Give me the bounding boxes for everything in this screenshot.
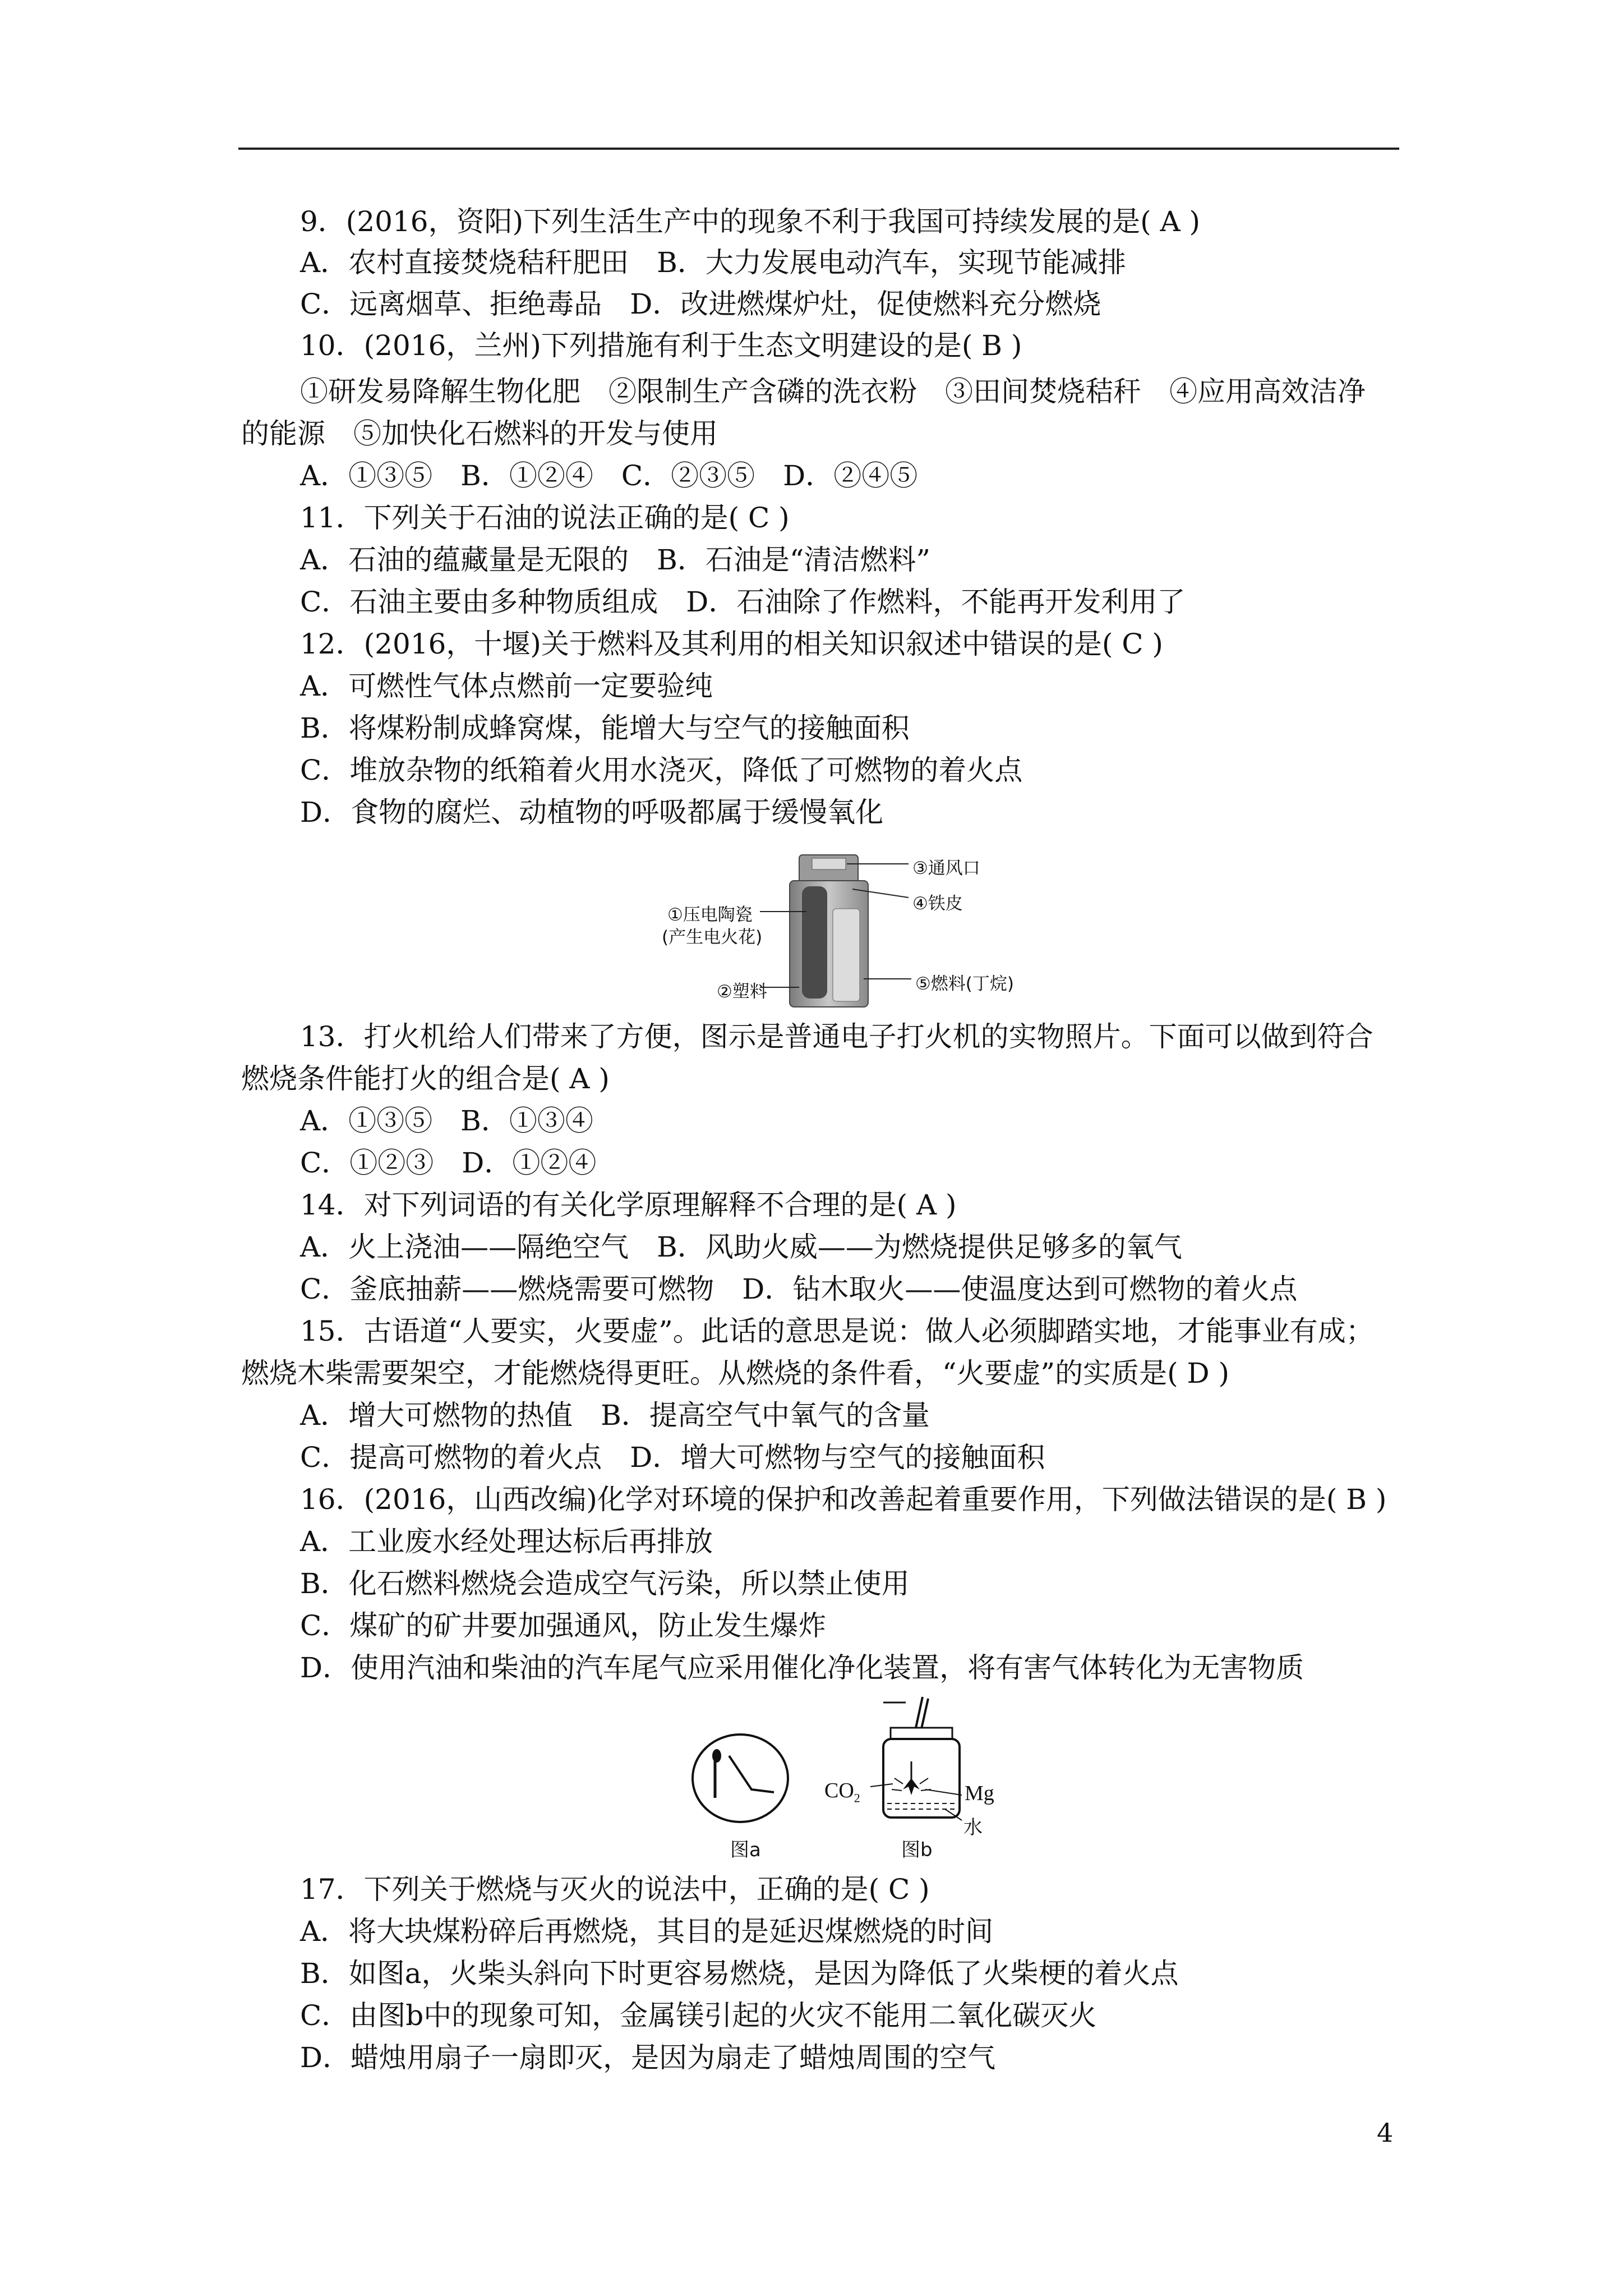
q14-stem: 14．对下列词语的有关化学原理解释不合理的是( A ) xyxy=(300,1189,957,1221)
caption-a: 图a xyxy=(730,1839,761,1861)
mg-label: Mg xyxy=(965,1782,994,1805)
label-fuel: ⑤燃料(丁烷) xyxy=(915,974,1014,994)
q16-option-c: C．煤矿的矿井要加强通风，防止发生爆炸 xyxy=(300,1609,827,1642)
q9-options-ab: A．农村直接焚烧秸秆肥田 B．大力发展电动汽车，实现节能减排 xyxy=(300,246,1126,279)
q17-option-a: A．将大块煤粉碎后再燃烧，其目的是延迟煤燃烧的时间 xyxy=(300,1915,994,1948)
q17-option-d: D．蜡烛用扇子一扇即灭，是因为扇走了蜡烛周围的空气 xyxy=(300,2041,996,2074)
q16-stem: 16．(2016，山西改编)化学对环境的保护和改善起着重要作用，下列做法错误的是( B ) xyxy=(300,1483,1387,1516)
q17-stem: 17．下列关于燃烧与灭火的说法中，正确的是( C ) xyxy=(300,1873,930,1906)
q15-stem-2: 燃烧木柴需要架空，才能燃烧得更旺。从燃烧的条件看，“火要虚”的实质是( D ) xyxy=(241,1357,1230,1389)
header-rule xyxy=(238,148,1399,150)
q15-options-cd: C．提高可燃物的着火点 D．增大可燃物与空气的接触面积 xyxy=(300,1441,1045,1474)
q13-options-cd: C．①②③ D．①②④ xyxy=(300,1147,597,1179)
page-number: 4 xyxy=(1377,2118,1394,2148)
label-piezo: ①压电陶瓷 xyxy=(667,905,753,925)
q14-options-ab: A．火上浇油——隔绝空气 B．风助火威——为燃烧提供足够多的氧气 xyxy=(300,1231,1182,1263)
q16-option-a: A．工业废水经处理达标后再排放 xyxy=(300,1525,713,1558)
q12-option-b: B．将煤粉制成蜂窝煤，能增大与空气的接触面积 xyxy=(300,712,910,744)
q16-option-d: D．使用汽油和柴油的汽车尾气应采用催化净化装置，将有害气体转化为无害物质 xyxy=(300,1651,1304,1684)
q12-option-d: D．食物的腐烂、动植物的呼吸都属于缓慢氧化 xyxy=(300,796,884,829)
q10-items-2: 的能源 ⑤加快化石燃料的开发与使用 xyxy=(241,417,718,450)
q9-options-cd: C．远离烟草、拒绝毒品 D．改进燃煤炉灶，促使燃料充分燃烧 xyxy=(300,288,1101,320)
q17-option-c: C．由图b中的现象可知，金属镁引起的火灾不能用二氧化碳灭火 xyxy=(300,1999,1097,2032)
q12-option-a: A．可燃性气体点燃前一定要验纯 xyxy=(300,670,713,702)
q16-option-b: B．化石燃料燃烧会造成空气污染，所以禁止使用 xyxy=(300,1567,910,1600)
label-spark: (产生电火花) xyxy=(662,927,763,947)
water-label: 水 xyxy=(963,1816,983,1839)
q13-options-ab: A．①③⑤ B．①③④ xyxy=(300,1105,593,1137)
lighter-figure xyxy=(662,847,1088,1010)
label-iron: ④铁皮 xyxy=(912,894,963,914)
q13-stem-2: 燃烧条件能打火的组合是( A ) xyxy=(241,1062,610,1095)
q12-stem: 12．(2016，十堰)关于燃料及其利用的相关知识叙述中错误的是( C ) xyxy=(300,628,1163,660)
q15-stem-1: 15．古语道“人要实，火要虚”。此话的意思是说：做人必须脚踏实地，才能事业有成； xyxy=(300,1315,1374,1347)
label-vent: ③通风口 xyxy=(912,858,980,878)
q11-stem: 11．下列关于石油的说法正确的是( C ) xyxy=(300,501,790,534)
q15-options-ab: A．增大可燃物的热值 B．提高空气中氧气的含量 xyxy=(300,1399,930,1432)
q10-stem: 10．(2016，兰州)下列措施有利于生态文明建设的是( B ) xyxy=(300,329,1022,362)
q14-options-cd: C．釜底抽薪——燃烧需要可燃物 D．钻木取火——使温度达到可燃物的着火点 xyxy=(300,1273,1298,1305)
q10-options: A．①③⑤ B．①②④ C．②③⑤ D．②④⑤ xyxy=(300,459,918,492)
q10-items-1: ①研发易降解生物化肥 ②限制生产含磷的洗衣粉 ③田间焚烧秸秆 ④应用高效洁净 xyxy=(300,375,1366,408)
q17-option-b: B．如图a，火柴头斜向下时更容易燃烧，是因为降低了火柴梗的着火点 xyxy=(300,1957,1179,1990)
q9-stem: 9．(2016，资阳)下列生活生产中的现象不利于我国可持续发展的是( A ) xyxy=(300,205,1200,238)
q11-options-ab: A．石油的蕴藏量是无限的 B．石油是“清洁燃料” xyxy=(300,544,930,576)
figure-ab xyxy=(690,1694,1038,1862)
q13-stem-1: 13．打火机给人们带来了方便，图示是普通电子打火机的实物照片。下面可以做到符合 xyxy=(300,1020,1373,1053)
q11-options-cd: C．石油主要由多种物质组成 D．石油除了作燃料，不能再开发利用了 xyxy=(300,586,1186,618)
label-plastic: ②塑料 xyxy=(717,982,767,1002)
q12-option-c: C．堆放杂物的纸箱着火用水浇灭，降低了可燃物的着火点 xyxy=(300,754,1023,786)
caption-b: 图b xyxy=(901,1839,933,1861)
co2-label: $CO_2$ xyxy=(824,1779,860,1805)
